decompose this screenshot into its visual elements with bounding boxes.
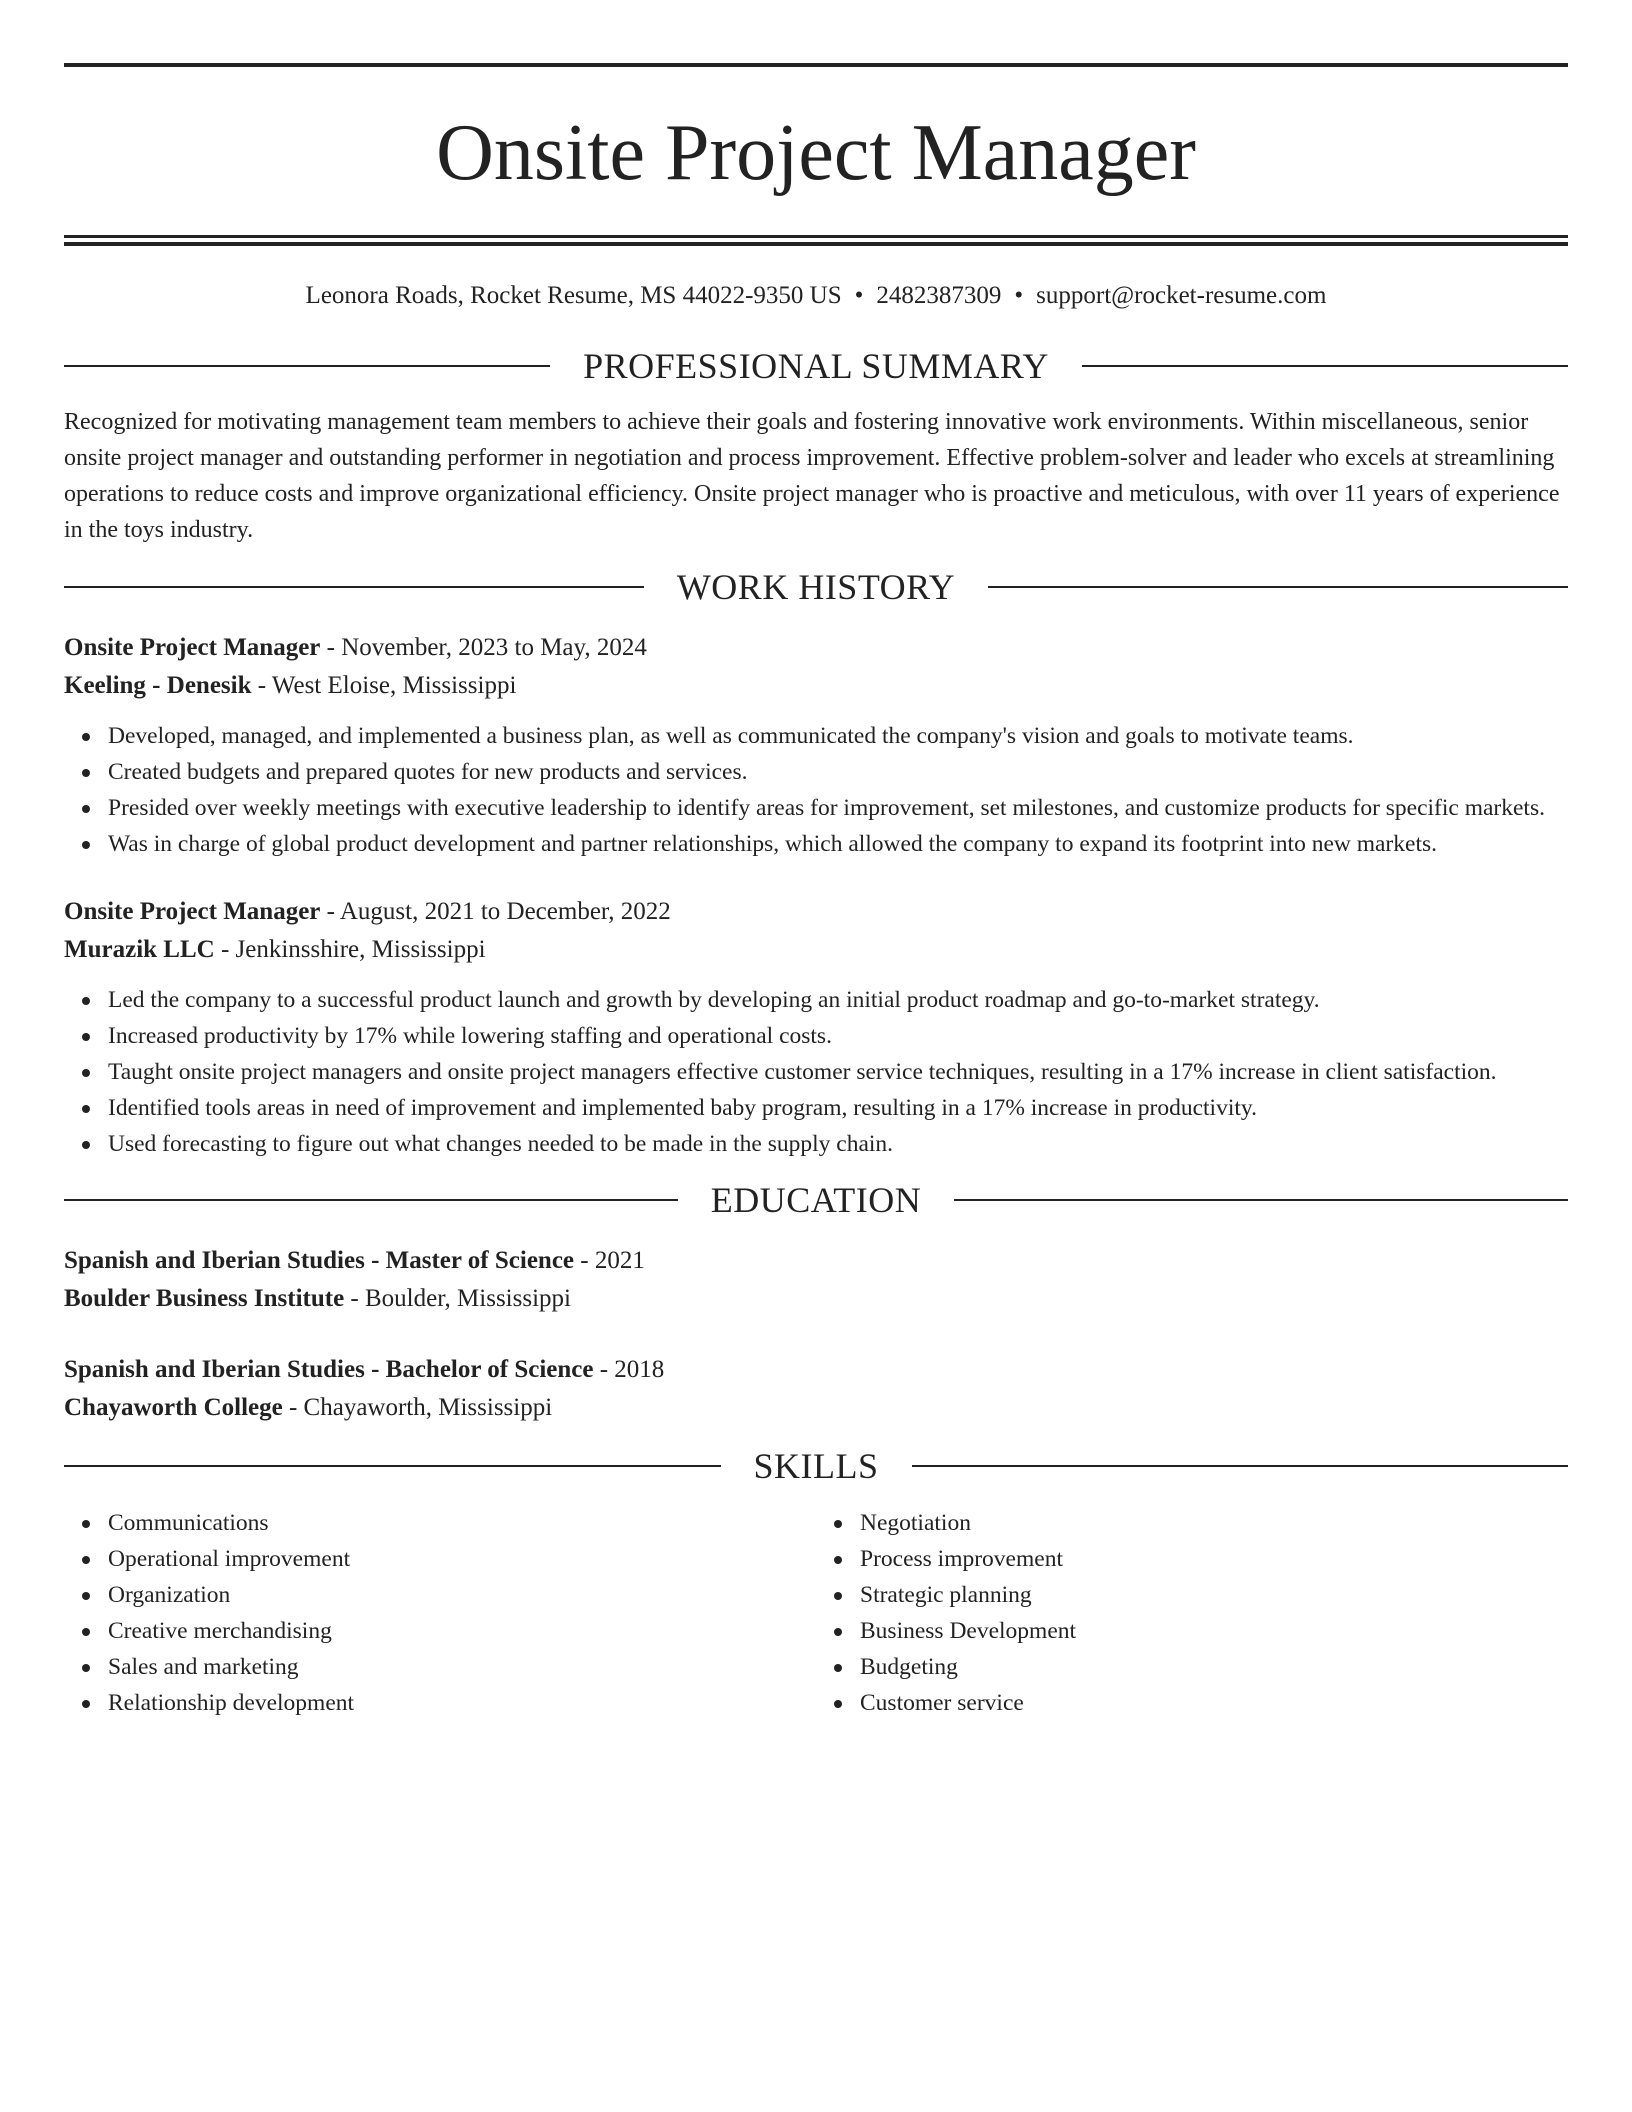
job-title: Onsite Project Manager [64, 898, 321, 925]
skills-column-right [816, 1505, 1568, 1721]
school-location: - Boulder, Mississippi [344, 1285, 571, 1312]
section-heading-summary [64, 346, 1568, 386]
job-bullets [64, 718, 1568, 862]
list-item: Created budgets and prepared quotes for new products and services. [108, 754, 1568, 790]
degree-name: Spanish and Iberian Studies - Bachelor of Science [64, 1356, 594, 1383]
school-line [64, 1389, 1568, 1427]
job-dates: - August, 2021 to December, 2022 [320, 898, 671, 925]
section-heading-work [64, 567, 1568, 607]
skill-item: Strategic planning [860, 1577, 1568, 1613]
heading-rule [64, 365, 550, 367]
work-entry [64, 893, 1568, 1162]
skill-item: Creative merchandising [108, 1613, 816, 1649]
skill-item: Business Development [860, 1613, 1568, 1649]
company-line [64, 931, 1568, 969]
list-item: Presided over weekly meetings with executive leadership to identify areas for improvement, set milestones, and customize products for specific markets. [108, 790, 1568, 826]
company-line [64, 667, 1568, 705]
degree-year: - 2021 [574, 1247, 645, 1274]
summary-text: Recognized for motivating management team members to achieve their goals and fostering innovative work environments. Within miscellaneous, senior onsite project manager and outstanding performer in negotiation and process improvement. Effective problem-solver and leader who excels at streamlining operations to reduce costs and improve organizational efficiency. Onsite project manager who is proactive and meticulous, with over 11 years of experience in the toys industry. [64, 409, 1560, 543]
skill-item: Customer service [860, 1685, 1568, 1721]
school-name: Boulder Business Institute [64, 1285, 345, 1312]
degree-line [64, 1351, 1568, 1389]
section-title: SKILLS [753, 1446, 879, 1486]
job-title-line [64, 893, 1568, 931]
company-location: - Jenkinsshire, Mississippi [214, 936, 486, 963]
school-name: Chayaworth College [64, 1394, 283, 1421]
job-title: Onsite Project Manager [64, 634, 321, 661]
list-item: Used forecasting to figure out what changes needed to be made in the supply chain. [108, 1126, 1568, 1162]
job-dates: - November, 2023 to May, 2024 [320, 634, 647, 661]
heading-rule [988, 586, 1568, 588]
heading-rule [64, 1199, 678, 1201]
company-name: Murazik LLC [64, 936, 215, 963]
section-title: EDUCATION [710, 1180, 922, 1220]
skill-item: Relationship development [108, 1685, 816, 1721]
skills-list [816, 1505, 1568, 1721]
skill-item: Operational improvement [108, 1541, 816, 1577]
contact-line [64, 280, 1568, 312]
degree-line [64, 1242, 1568, 1280]
skills-list [64, 1505, 816, 1721]
heading-rule [912, 1465, 1569, 1467]
section-heading-education [64, 1180, 1568, 1220]
job-bullets [64, 982, 1568, 1162]
skill-item: Process improvement [860, 1541, 1568, 1577]
section-heading-skills [64, 1446, 1568, 1486]
degree-year: - 2018 [593, 1356, 665, 1383]
education-entry [64, 1351, 1568, 1427]
skills-grid [64, 1505, 1568, 1721]
list-item: Led the company to a successful product launch and growth by developing an initial product roadmap and go-to-market strategy. [108, 982, 1568, 1018]
contact-email: support@rocket-resume.com [1036, 282, 1327, 309]
heading-rule [954, 1199, 1568, 1201]
education-entry [64, 1242, 1568, 1318]
resume-title: Onsite Project Manager [436, 109, 1196, 197]
list-item: Increased productivity by 17% while lowering staffing and operational costs. [108, 1018, 1568, 1054]
skill-item: Communications [108, 1505, 816, 1541]
title-double-rule [64, 235, 1568, 246]
heading-rule [1082, 365, 1568, 367]
skill-item: Organization [108, 1577, 816, 1613]
school-location: - Chayaworth, Mississippi [282, 1394, 553, 1421]
heading-rule [64, 586, 644, 588]
list-item: Was in charge of global product development and partner relationships, which allowed the company to expand its footprint into new markets. [108, 826, 1568, 862]
contact-separator: • [854, 282, 864, 309]
work-entry [64, 629, 1568, 862]
heading-rule [64, 1465, 721, 1467]
section-title: PROFESSIONAL SUMMARY [583, 346, 1049, 386]
contact-address: Leonora Roads, Rocket Resume, MS 44022-9350 US [305, 282, 842, 309]
company-location: - West Eloise, Mississippi [251, 672, 517, 699]
contact-phone: 2482387309 [876, 282, 1002, 309]
contact-separator: • [1014, 282, 1024, 309]
top-rule [64, 63, 1568, 67]
list-item: Taught onsite project managers and onsite project managers effective customer service techniques, resulting in a 17% increase in client satisfaction. [108, 1054, 1568, 1090]
school-line [64, 1280, 1568, 1318]
skill-item: Sales and marketing [108, 1649, 816, 1685]
degree-name: Spanish and Iberian Studies - Master of Science [64, 1247, 575, 1274]
company-name: Keeling - Denesik [64, 672, 252, 699]
skills-column-left [64, 1505, 816, 1721]
section-title: WORK HISTORY [676, 567, 956, 607]
job-title-line [64, 629, 1568, 667]
skill-item: Budgeting [860, 1649, 1568, 1685]
list-item: Developed, managed, and implemented a business plan, as well as communicated the company's vision and goals to motivate teams. [108, 718, 1568, 754]
list-item: Identified tools areas in need of improvement and implemented baby program, resulting in a 17% increase in productivity. [108, 1090, 1568, 1126]
skill-item: Negotiation [860, 1505, 1568, 1541]
